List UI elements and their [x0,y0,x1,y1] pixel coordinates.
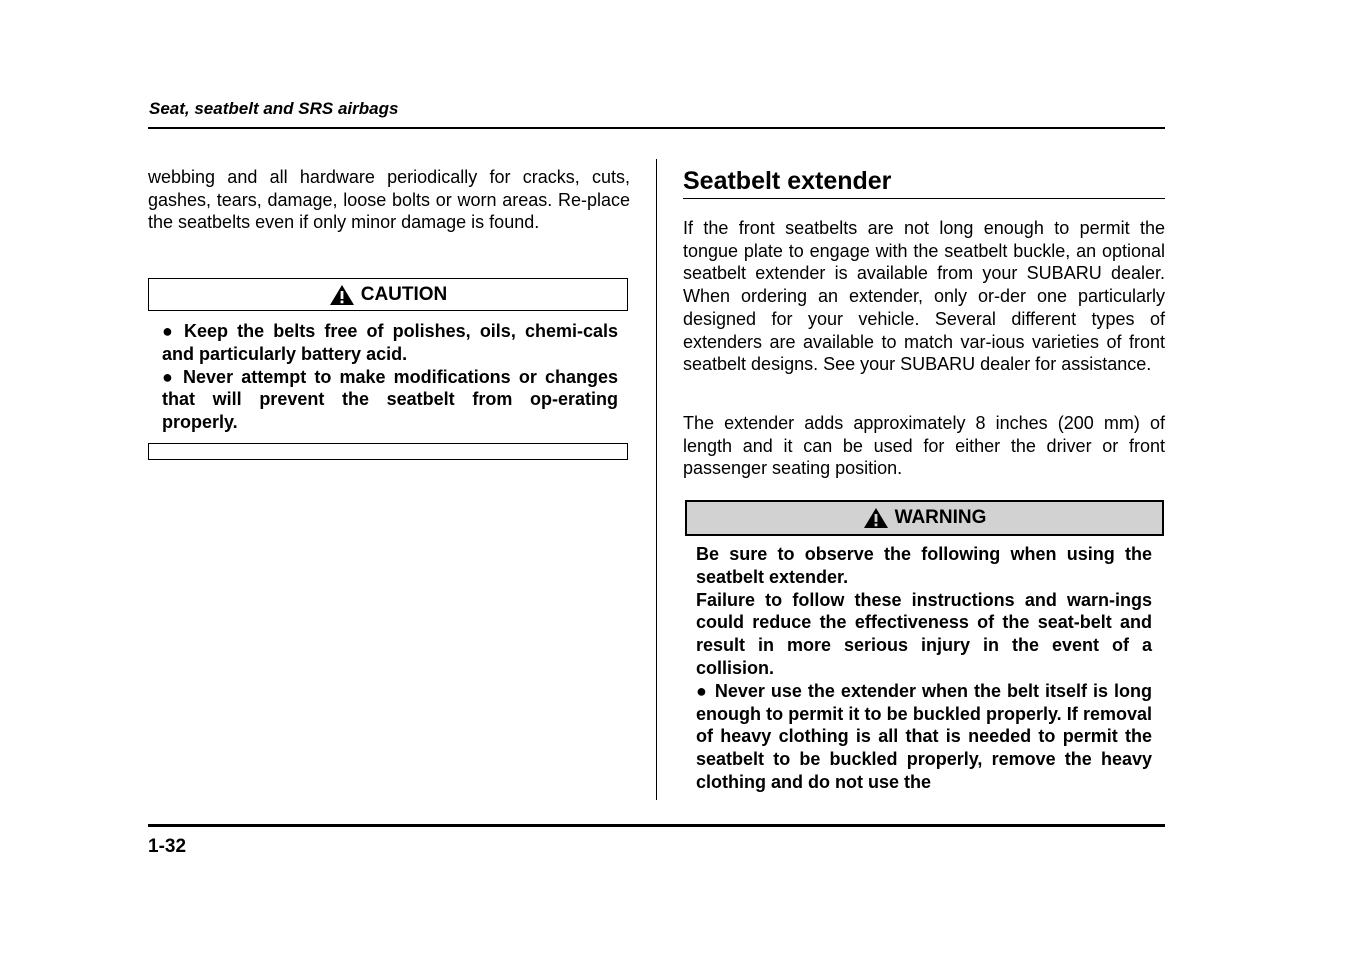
extender-paragraph-2 [683,412,1165,480]
paragraph-text: The extender adds approximately 8 inches (200 mm) of length and it can be used for either the driver or front passenger seating position. [683,413,1165,479]
warning-item: ● Never use the extender when the belt itself is long enough to permit it to be buckled properly. If removal of heavy clothing is all that is needed to permit the seatbelt to be buckled properly, remove the heavy clothing and do not use the [696,680,1152,792]
warning-line: Be sure to observe the following when using the seatbelt extender. [696,544,1152,587]
caution-content [162,320,618,434]
warning-banner [685,500,1164,536]
warning-content [696,543,1152,794]
warning-label: WARNING [894,507,987,528]
footer-rule [148,824,1165,827]
bullet-icon: ● [162,366,177,387]
header-rule [148,127,1165,129]
section-rule [683,198,1165,199]
running-header: Seat, seatbelt and SRS airbags [149,99,399,118]
bullet-icon: ● [696,680,708,701]
paragraph-text: If the front seatbelts are not long enough to permit the tongue plate to engage with the seatbelt buckle, an optional seatbelt extender is available from your SUBARU dealer. When ordering an extender, only or-der one particularly designed for your vehicle. Several different types of extenders are available to match var-ious varieties of front seatbelt designs. See your SUBARU dealer for assistance. [683,218,1165,375]
caution-end-box [148,443,628,460]
section-title: Seatbelt extender [683,167,892,195]
right-column [683,164,1165,196]
column-divider [656,159,657,800]
left-column [148,166,630,234]
caution-label: CAUTION [360,283,448,305]
caution-item: ● Keep the belts free of polishes, oils, chemi-cals and particularly battery acid. [162,321,618,364]
caution-item: ● Never attempt to make modifications or changes that will prevent the seatbelt from op-erating properly. [162,366,619,433]
intro-paragraph: webbing and all hardware periodically for cracks, cuts, gashes, tears, damage, loose bolts or worn areas. Re-place the seatbelts even if only minor damage is found. [148,167,630,233]
page-number: 1-32 [148,836,187,857]
bullet-icon: ● [162,321,177,341]
caution-banner [148,278,628,311]
warning-triangle-icon [863,507,889,529]
extender-paragraph-1 [683,217,1165,376]
warning-triangle-icon [329,284,355,306]
warning-line: Failure to follow these instructions and warn-ings could reduce the effectiveness of the seat-belt and result in more serious injury in the event of a collision. [696,589,1152,678]
